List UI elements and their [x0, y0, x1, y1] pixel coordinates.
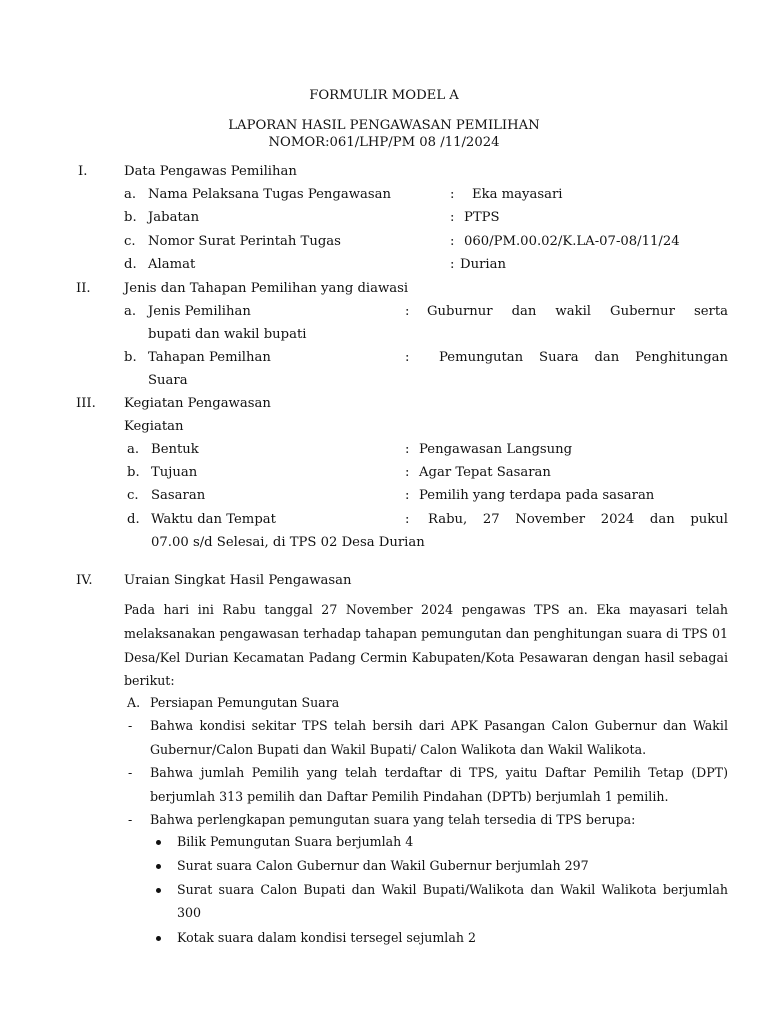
- item-colon: :: [405, 465, 410, 480]
- item-label: Nomor Surat Perintah Tugas: [148, 234, 341, 249]
- item-letter: d.: [127, 512, 140, 527]
- item-letter: a.: [124, 187, 137, 202]
- bullet-line: Surat suara Calon Bupati dan Wakil Bupati/Walikota dan Wakil Walikota berjumlah: [177, 882, 728, 897]
- item-value: 060/PM.00.02/K.LA-07-08/11/24: [464, 234, 680, 249]
- item-label: Sasaran: [151, 488, 206, 503]
- item-value: Pengawasan Langsung: [419, 442, 573, 457]
- item-colon: :: [405, 442, 410, 457]
- paragraph-line: Desa/Kel Durian Kecamatan Padang Cermin Kabupaten/Kota Pesawaran dengan hasil sebagai: [124, 650, 728, 665]
- item-label: Nama Pelaksana Tugas Pengawasan: [148, 187, 392, 202]
- item-colon: :: [405, 350, 410, 365]
- item-letter: b.: [124, 350, 137, 365]
- dash-line: Bahwa perlengkapan pemungutan suara yang telah tersedia di TPS berupa:: [150, 812, 636, 827]
- item-label: Jenis Pemilihan: [148, 304, 251, 319]
- dash-marker: -: [128, 765, 133, 780]
- section-3-numeral: III.: [76, 396, 96, 411]
- bullet-line: Bilik Pemungutan Suara berjumlah 4: [177, 834, 414, 849]
- item-letter: d.: [124, 257, 137, 272]
- item-label: Waktu dan Tempat: [151, 512, 276, 527]
- item-letter: b.: [127, 465, 140, 480]
- item-value: Agar Tepat Sasaran: [419, 465, 551, 480]
- bullet-dot-icon: [156, 840, 161, 845]
- item-label: Jabatan: [148, 210, 200, 225]
- subsection-title: Persiapan Pemungutan Suara: [150, 695, 340, 710]
- item-letter: c.: [124, 234, 136, 249]
- bullet-dot-icon: [156, 864, 161, 869]
- bullet-dot-icon: [156, 888, 161, 893]
- section-4-numeral: IV.: [76, 573, 93, 588]
- paragraph-line: Pada hari ini Rabu tanggal 27 November 2024 pengawas TPS an. Eka mayasari telah: [124, 602, 728, 617]
- dash-line: berjumlah 313 pemilih dan Daftar Pemilih Pindahan (DPTb) berjumlah 1 pemilih.: [150, 789, 669, 804]
- section-2-numeral: II.: [76, 281, 91, 296]
- report-number: NOMOR:061/LHP/PM 08 /11/2024: [268, 135, 500, 150]
- item-value: Durian: [460, 257, 506, 272]
- item-letter: a.: [124, 304, 137, 319]
- item-colon: :: [450, 234, 455, 249]
- bullet-line: 300: [177, 905, 202, 920]
- item-label: Alamat: [148, 257, 196, 272]
- item-colon: :: [450, 187, 455, 202]
- section-4-heading: Uraian Singkat Hasil Pengawasan: [124, 573, 352, 588]
- item-value: Pemungutan Suara dan Penghitungan: [439, 350, 728, 365]
- item-letter: c.: [127, 488, 139, 503]
- dash-line: Bahwa jumlah Pemilih yang telah terdaftar di TPS, yaitu Daftar Pemilih Tetap (DPT): [150, 765, 728, 780]
- bullet-line: Kotak suara dalam kondisi tersegel sejumlah 2: [177, 930, 476, 945]
- form-title: FORMULIR MODEL A: [309, 88, 459, 103]
- section-1-numeral: I.: [78, 164, 88, 179]
- bullet-dot-icon: [156, 936, 161, 941]
- item-colon: :: [405, 304, 410, 319]
- section-3-subheading: Kegiatan: [124, 419, 184, 434]
- item-colon: :: [405, 512, 410, 527]
- subsection-letter: A.: [127, 695, 141, 710]
- paragraph-line: berikut:: [124, 673, 175, 688]
- item-letter: b.: [124, 210, 137, 225]
- dash-marker: -: [128, 812, 133, 827]
- dash-line: Gubernur/Calon Bupati dan Wakil Bupati/ Calon Walikota dan Wakil Walikota.: [150, 742, 647, 757]
- item-value-continuation: 07.00 s/d Selesai, di TPS 02 Desa Durian: [151, 535, 425, 550]
- dash-line: Bahwa kondisi sekitar TPS telah bersih dari APK Pasangan Calon Gubernur dan Wakil: [150, 718, 728, 733]
- item-value: PTPS: [464, 210, 500, 225]
- section-1-heading: Data Pengawas Pemilihan: [124, 164, 297, 179]
- report-title: LAPORAN HASIL PENGAWASAN PEMILIHAN: [228, 118, 540, 133]
- item-label: Bentuk: [151, 442, 199, 457]
- item-value: Rabu, 27 November 2024 dan pukul: [428, 512, 728, 527]
- item-value: Guburnur dan wakil Gubernur serta: [427, 304, 728, 319]
- section-2-heading: Jenis dan Tahapan Pemilihan yang diawasi: [124, 281, 409, 296]
- item-colon: :: [450, 257, 455, 272]
- item-letter: a.: [127, 442, 140, 457]
- paragraph-line: melaksanakan pengawasan terhadap tahapan pemungutan dan penghitungan suara di TPS 01: [124, 626, 728, 641]
- item-colon: :: [405, 488, 410, 503]
- item-colon: :: [450, 210, 455, 225]
- section-3-heading: Kegiatan Pengawasan: [124, 396, 271, 411]
- item-value-continuation: bupati dan wakil bupati: [148, 327, 307, 342]
- dash-marker: -: [128, 718, 133, 733]
- item-value: Pemilih yang terdapa pada sasaran: [419, 488, 655, 503]
- item-value-continuation: Suara: [148, 373, 188, 388]
- item-label: Tahapan Pemilhan: [148, 350, 271, 365]
- bullet-line: Surat suara Calon Gubernur dan Wakil Gubernur berjumlah 297: [177, 858, 589, 873]
- item-label: Tujuan: [151, 465, 198, 480]
- item-value: Eka mayasari: [472, 187, 563, 202]
